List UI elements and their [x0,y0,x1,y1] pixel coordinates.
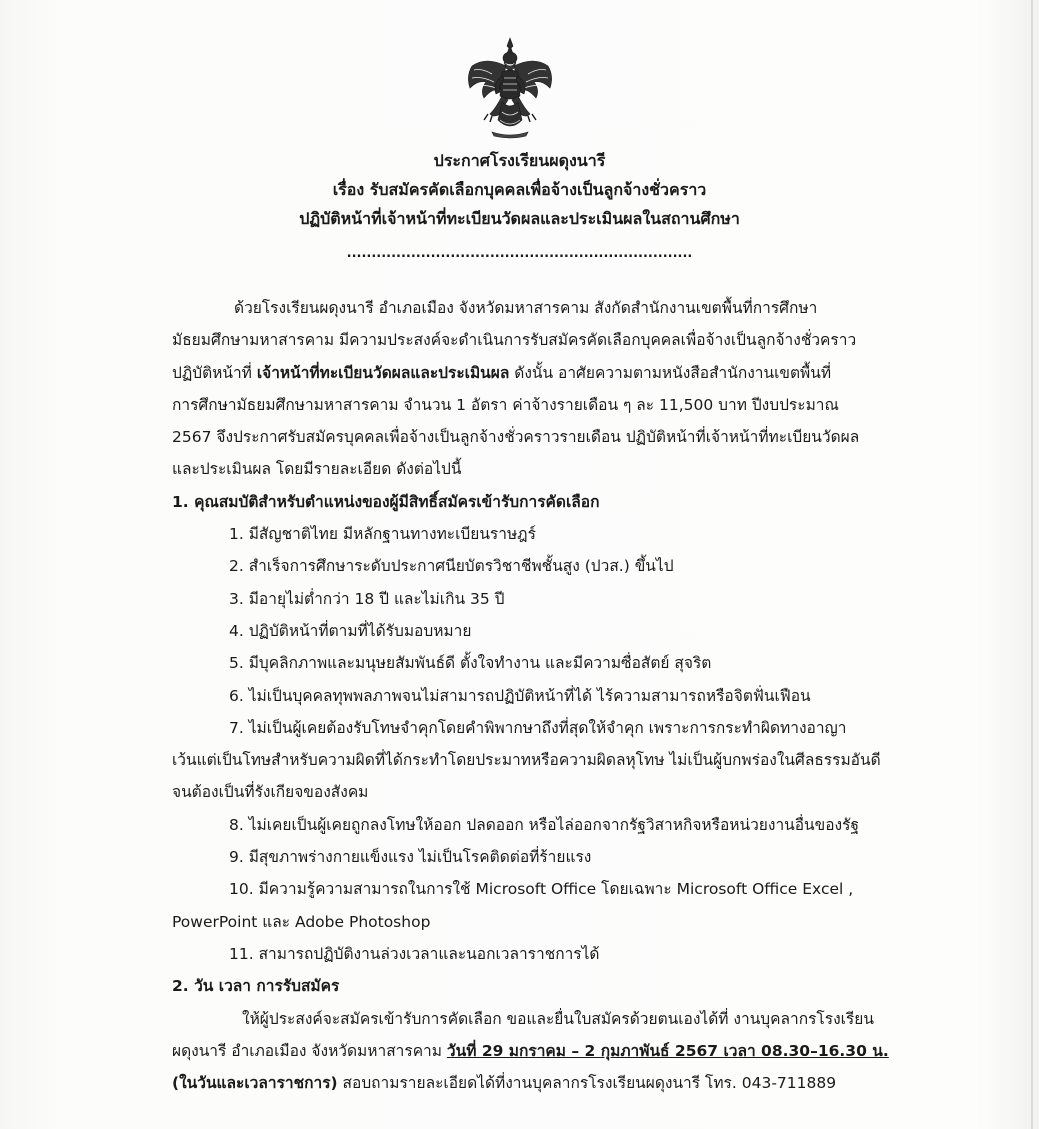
qualification-item-2: 2. สำเร็จการศึกษาระดับประกาศนียบัตรวิชาชีพชั้นสูง (ปวส.) ขึ้นไป [229,557,674,576]
garuda-emblem-icon [462,36,558,140]
qualification-item-4: 4. ปฏิบัติหน้าที่ตามที่ได้รับมอบหมาย [229,621,472,640]
section-1-heading: 1. คุณสมบัติสำหรับตำแหน่งของผู้มีสิทธิ์สมัครเข้ารับการคัดเลือก [172,492,600,511]
qualification-item-3: 3. มีอายุไม่ต่ำกว่า 18 ปี และไม่เกิน 35 ปี [229,589,505,608]
intro-line-6: และประเมินผล โดยมีรายละเอียด ดังต่อไปนี้ [172,460,462,479]
qualification-item-10-line-1: 10. มีความรู้ความสามารถในการใช้ Microsoft Office โดยเฉพาะ Microsoft Office Excel , [229,880,854,899]
qualification-item-1: 1. มีสัญชาติไทย มีหลักฐานทางทะเบียนราษฎร์ [229,525,536,544]
position-title: เจ้าหน้าที่ทะเบียนวัดผลและประเมินผล [256,363,510,382]
header-divider: ...................................................................... [346,246,693,261]
announcement-subtitle: ปฏิบัติหน้าที่เจ้าหน้าที่ทะเบียนวัดผลและประเมินผลในสถานศึกษา [299,209,740,228]
intro-line-4: การศึกษามัธยมศึกษามหาสารคาม จำนวน 1 อัตรา ค่าจ้างรายเดือน ๆ ละ 11,500 บาท ปีงบประมาณ [172,395,839,414]
application-line-2 [172,1035,892,1067]
announcement-header [0,146,1039,233]
application-hours-note: (ในวันและเวลาราชการ) [172,1074,338,1093]
intro-line-1: ด้วยโรงเรียนผดุงนารี อำเภอเมือง จังหวัดมหาสารคาม สังกัดสำนักงานเขตพื้นที่การศึกษา [234,299,818,317]
qualification-item-9: 9. มีสุขภาพร่างกายแข็งแรง ไม่เป็นโรคติดต่อที่ร้ายแรง [229,848,592,867]
qualification-item-7-line-3: จนต้องเป็นที่รังเกียจของสังคม [172,783,369,802]
application-line-1: ให้ผู้ประสงค์จะสมัครเข้ารับการคัดเลือก ขอและยื่นใบสมัครด้วยตนเองได้ที่ งานบุคลากรโรงเรียน [242,1009,874,1028]
announcement-title: ประกาศโรงเรียนผดุงนารี [433,151,606,170]
intro-line-5: 2567 จึงประกาศรับสมัครบุคคลเพื่อจ้างเป็นลูกจ้างชั่วคราวรายเดือน ปฏิบัติหน้าที่เจ้าหน้าที่ทะเบียนวัดผล [172,428,860,447]
qualification-item-11: 11. สามารถปฏิบัติงานล่วงเวลาและนอกเวลาราชการได้ [229,944,600,963]
intro-line-3-start: ปฏิบัติหน้าที่ [172,363,257,382]
application-dates: วันที่ 29 มกราคม – 2 กุมภาพันธ์ 2567 เวลา 08.30–16.30 น. [446,1041,889,1060]
section-2-heading: 2. วัน เวลา การรับสมัคร [172,977,340,996]
announcement-subject: เรื่อง รับสมัครคัดเลือกบุคคลเพื่อจ้างเป็นลูกจ้างชั่วคราว [332,180,707,199]
qualification-item-6: 6. ไม่เป็นบุคคลทุพพลภาพจนไม่สามารถปฏิบัติหน้าที่ได้ ไร้ความสามารถหรือจิตฟั่นเฟือน [229,686,811,705]
announcement-body [172,292,892,1099]
application-line-2-start: ผดุงนารี อำเภอเมือง จังหวัดมหาสารคาม [172,1041,447,1060]
qualification-item-5: 5. มีบุคลิกภาพและมนุษยสัมพันธ์ดี ตั้งใจทำงาน และมีความซื่อสัตย์ สุจริต [229,654,712,673]
application-line-3 [172,1067,892,1099]
intro-line-2: มัธยมศึกษามหาสารคาม มีความประสงค์จะดำเนินการรับสมัครคัดเลือกบุคคลเพื่อจ้างเป็นลูกจ้างชั่วคราว [172,331,857,350]
intro-line-3 [172,357,892,389]
qualification-item-7-line-2: เว้นแต่เป็นโทษสำหรับความผิดที่ได้กระทำโดยประมาทหรือความผิดลหุโทษ ไม่เป็นผู้บกพร่องในศีลธรรมอันดี [172,751,881,770]
qualification-item-7-line-1: 7. ไม่เป็นผู้เคยต้องรับโทษจำคุกโดยคำพิพากษาถึงที่สุดให้จำคุก เพราะการกระทำผิดทางอาญา [229,718,847,737]
qualification-item-10-line-2: PowerPoint และ Adobe Photoshop [172,912,431,931]
intro-line-3-end: ดังนั้น อาศัยความตามหนังสือสำนักงานเขตพื้นที่ [509,363,832,382]
qualification-item-8: 8. ไม่เคยเป็นผู้เคยถูกลงโทษให้ออก ปลดออก หรือไล่ออกจากรัฐวิสาหกิจหรือหน่วยงานอื่นของรัฐ [229,815,860,834]
application-contact: สอบถามรายละเอียดได้ที่งานบุคลากรโรงเรียนผดุงนารี โทร. 043-711889 [337,1074,837,1093]
